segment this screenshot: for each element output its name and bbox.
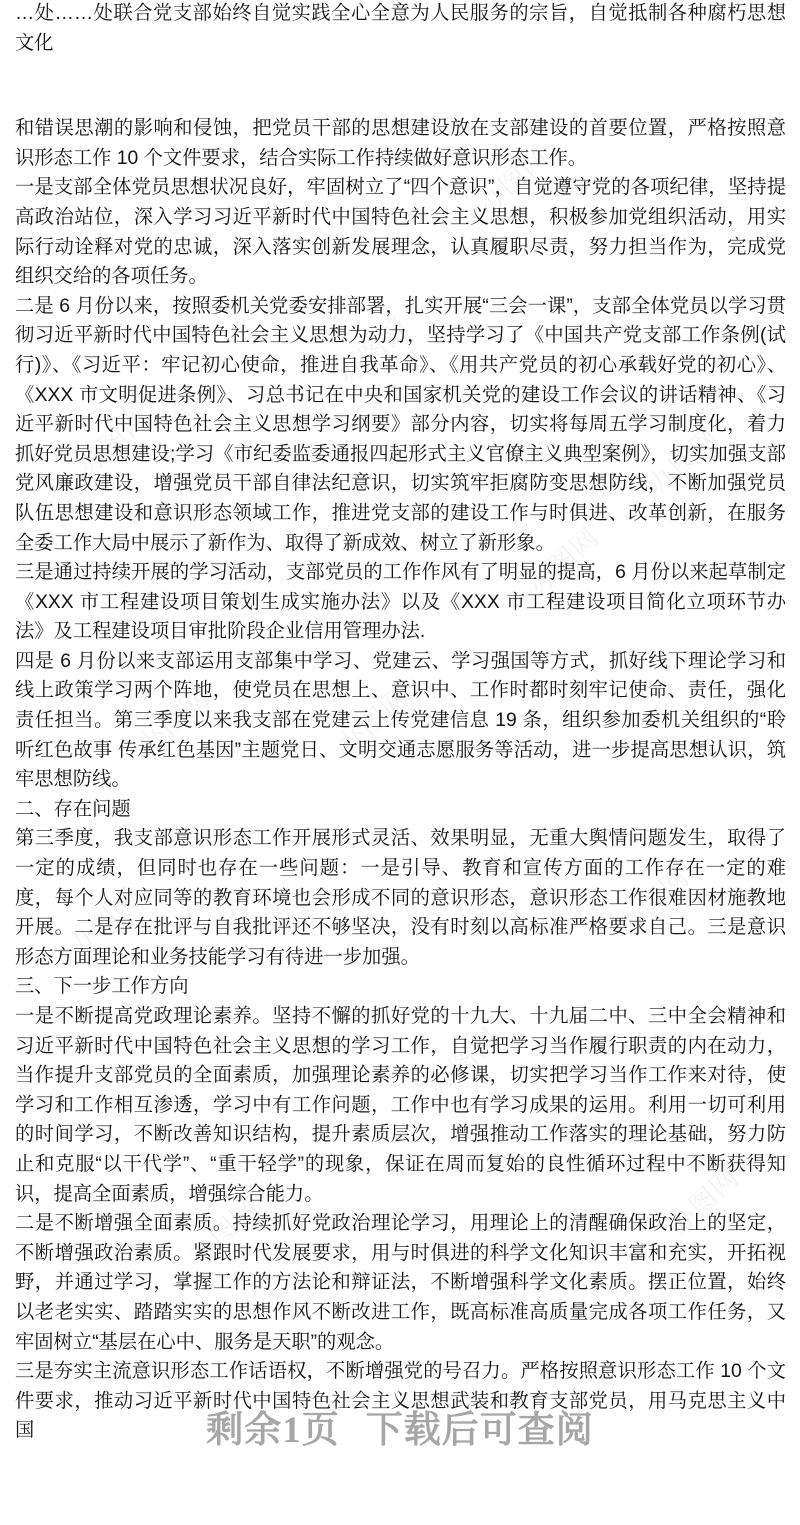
paragraph: 二是 6 月份以来，按照委机关党委安排部署，扎实开展“三会一课”，支部全体党员以学习贯彻习近平新时代中国特色社会主义思想为动力，坚持学习了《中国共产党支部工作条例(试行)》、《习近平：牢记初心使命，推进自我革命》、《用共产党员的初心承载好党的初心》、《XXX 市文明促进条例》、习总书记在中央和国家机关党的建设工作会议的讲话精神、《习近平新时代中国特色社会主义思想学习纲要》部分内容，切实将每周五学习制度化，着力抓好党员思想建设;学习《市纪委监委通报四起形式主义官僚主义典型案例》，切实加强支部党风廉政建设，增强党员干部自律法纪意识，切实筑牢拒腐防变思想防线，不断加强党员队伍思想建设和意识形态领域工作，推进党支部的建设工作与时俱进、改革创新，在服务全委工作大局中展示了新作为、取得了新成效、树立了新形象。 xyxy=(15,295,786,554)
remaining-pages-label: 剩余1页 xyxy=(206,1410,340,1451)
paragraph: 三是通过持续开展的学习活动，支部党员的工作作风有了明显的提高，6 月份以来起草制定《XXX 市工程建设项目策划生成实施办法》以及《XXX 市工程建设项目简化立项环节办法》及工程建设项目审批阶段企业信用管理办法. xyxy=(15,562,786,643)
paragraph: 第三季度，我支部意识形态工作开展形式灵活、效果明显，无重大舆情问题发生，取得了一定的成绩，但同时也存在一些问题：一是引导、教育和宣传方面的工作存在一定的难度，每个人对应同等的教育环境也会形成不同的意识形态，意识形态工作很难因材施教地开展。二是存在批评与自我批评还不够坚决，没有时刻以高标准严格要求自己。三是意识形态方面理论和业务技能学习有待进一步加强。 xyxy=(15,828,786,968)
remaining-pages-footer xyxy=(0,1399,800,1453)
section-heading: 三、下一步工作方向 xyxy=(15,976,189,998)
paragraph: 二是不断增强全面素质。持续抓好党政治理论学习，用理论上的清醒确保政治上的坚定，不断增强政治素质。紧跟时代发展要求，用与时俱进的科学文化知识丰富和充实，开拓视野，并通过学习，掌握工作的方法论和辩证法，不断增强科学文化素质。摆正位置，始终以老老实实、踏踏实实的思想作风不断改进工作，既高标准高质量完成各项工作任务，又牢固树立“基层在心中、服务是天职”的观念。 xyxy=(15,1213,786,1353)
paragraph: …处……处联合党支部始终自觉实践全心全意为人民服务的宗旨，自觉抵制各种腐朽思想文化 xyxy=(15,3,786,54)
paragraph: 三是夯实主流意识形态工作话语权，不断增强党的号召力。严格按照意识形态工作 10 个文件要求，推动习近平新时代中国特色社会主义思想武装和教育支部党员，用马克思主义中国 xyxy=(15,1361,786,1442)
paragraph-gap xyxy=(15,58,786,114)
paragraph: 和错误思潮的影响和侵蚀，把党员干部的思想建设放在支部建设的首要位置，严格按照意识形态工作 10 个文件要求，结合实际工作持续做好意识形态工作。 xyxy=(15,118,786,169)
section-heading: 二、存在问题 xyxy=(15,798,131,820)
paragraph: 一是支部全体党员思想状况良好，牢固树立了“四个意识”，自觉遵守党的各项纪律，坚持提高政治站位，深入学习习近平新时代中国特色社会主义思想，积极参加党组织活动，用实际行动诠释对党的忠诚，深入落实创新发展理念，认真履职尽责，努力担当作为，完成党组织交给的各项任务。 xyxy=(15,177,786,288)
paragraph: 四是 6 月份以来支部运用支部集中学习、党建云、学习强国等方式，抓好线下理论学习和线上政策学习两个阵地，使党员在思想上、意识中、工作时都时刻牢记使命、责任，强化责任担当。第三季度以来我支部在党建云上传党建信息 19 条，组织参加委机关组织的“聆听红色故事 传承红色基因”主题党日、文明交通志愿服务等活动，进一步提高思想认识，筑牢思想防线。 xyxy=(15,650,786,791)
download-hint-label: 下载后可查阅 xyxy=(365,1410,594,1451)
paragraph: 一是不断提高党政理论素养。坚持不懈的抓好党的十九大、十九届二中、三中全会精神和习近平新时代中国特色社会主义思想的学习工作，自觉把学习当作履行职责的内在动力，当作提升支部党员的全面素质，加强理论素养的必修课，切实把学习当作工作来对待，使学习和工作相互渗透，学习中有工作问题，工作中也有学习成果的运用。利用一切可利用的时间学习，不断改善知识结构，提升素质层次，增强推动工作落实的理论基础，努力防止和克服“以干代学”、“重干轻学”的现象，保证在周而复始的良性循环过程中不断获得知识，提高全面素质，增强综合能力。 xyxy=(15,1006,786,1205)
